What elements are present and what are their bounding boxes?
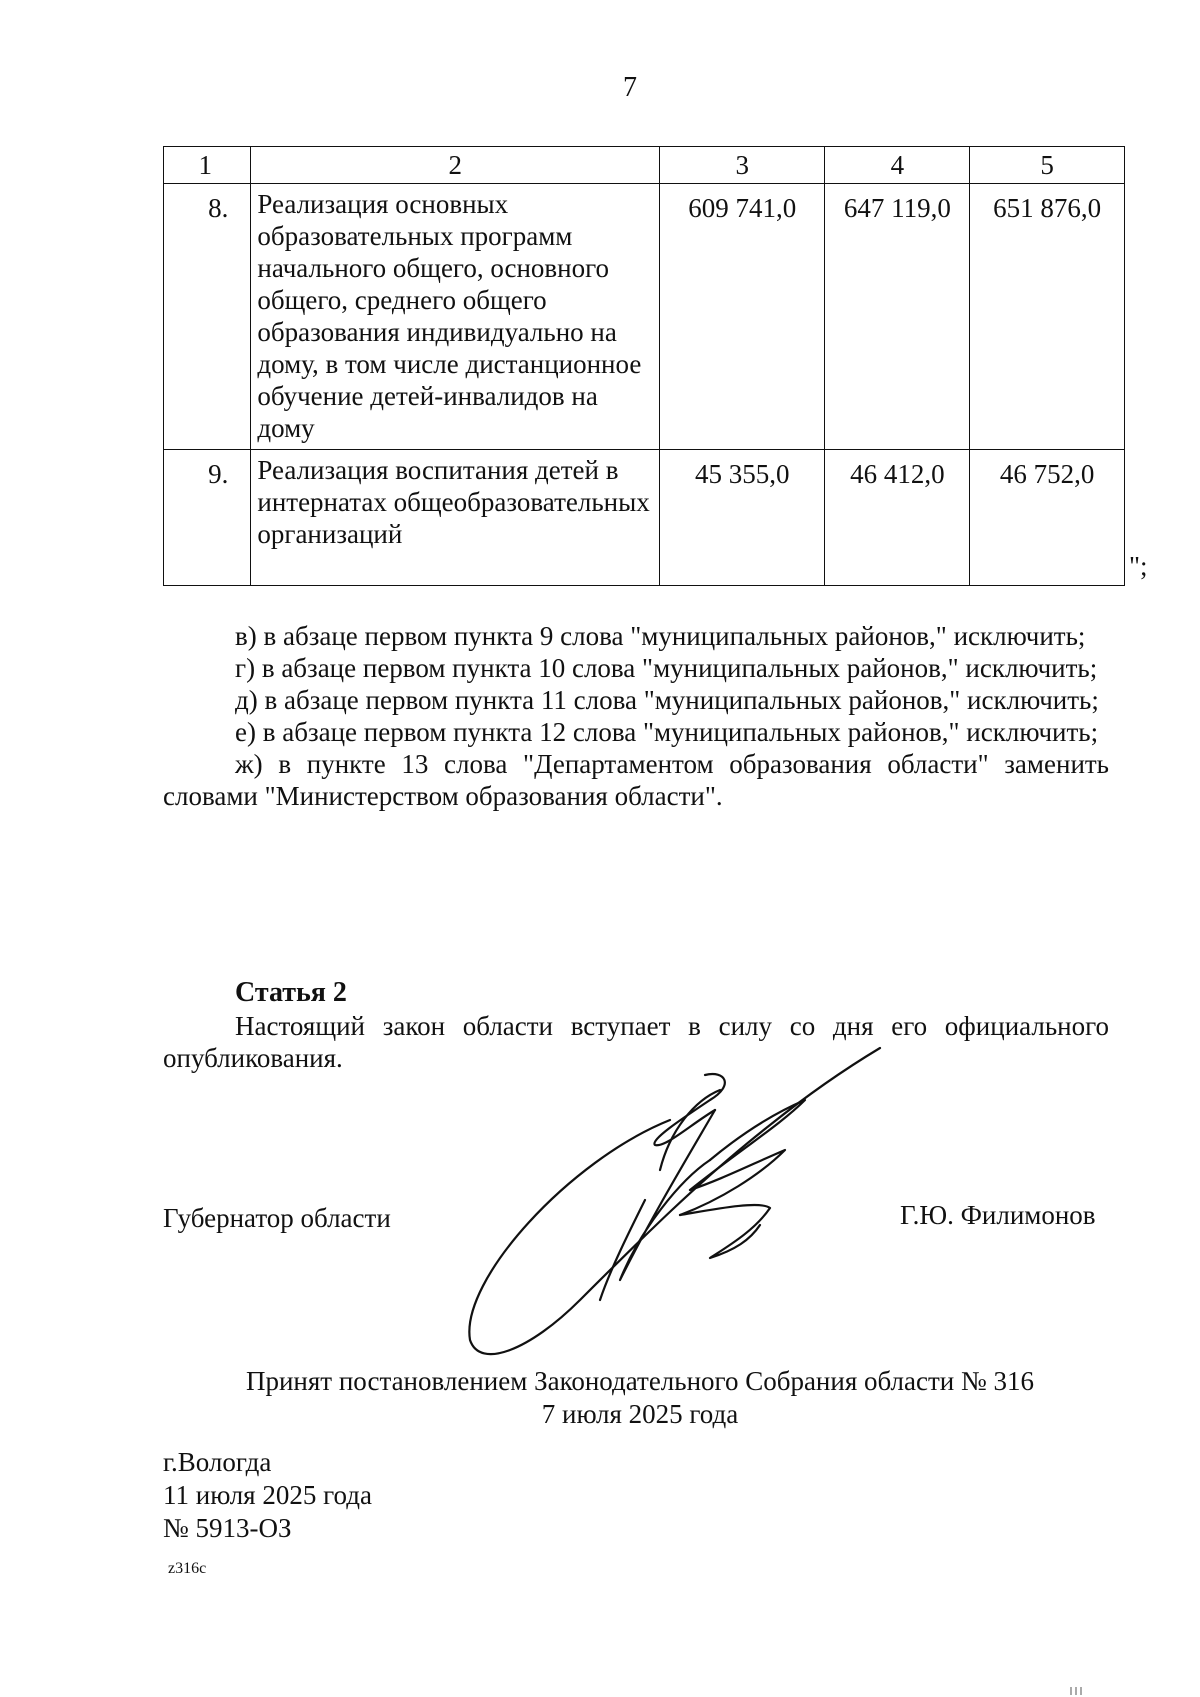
table-header-row (164, 147, 1125, 184)
header-cell-5: 5 (970, 147, 1125, 184)
value-col4: 46 412,0 (850, 459, 945, 489)
row-value-cell (660, 184, 825, 450)
row-value-cell (660, 450, 825, 586)
law-number: № 5913-ОЗ (163, 1513, 292, 1543)
amendment-item: ж) в пункте 13 слова "Департаментом образования области" заменить словами "Министерством образования области". (163, 749, 1109, 811)
value-col3: 45 355,0 (695, 459, 790, 489)
value-col5: 46 752,0 (999, 459, 1095, 489)
place-date: 11 июля 2025 года (163, 1480, 372, 1510)
table-row (164, 450, 1125, 586)
table-row (164, 184, 1125, 450)
header-cell-4: 4 (825, 147, 970, 184)
governor-position: Губернатор области (163, 1203, 391, 1233)
row-number: 9. (208, 459, 229, 489)
row-number: 8. (208, 193, 229, 223)
amendments-list (163, 620, 1109, 812)
row-value-cell (825, 184, 970, 450)
amendment-item: д) в абзаце первом пункта 11 слова "муниципальных районов," исключить; (235, 685, 1099, 715)
row-value-cell (825, 450, 970, 586)
row-name-cell: Реализация основных образовательных программ начального общего, основного общего, среднего общего образования индивидуально на дому, в том числе дистанционное обучение детей-инвалидов на дому (251, 184, 660, 450)
adoption-line: Принят постановлением Законодательного Собрания области № 316 (245, 1366, 1035, 1396)
row-value-cell (970, 450, 1125, 586)
governor-name: Г.Ю. Филимонов (900, 1200, 1096, 1230)
adoption-date: 7 июля 2025 года (541, 1399, 739, 1429)
row-number-cell (164, 450, 251, 586)
place-block (163, 1446, 372, 1545)
signature-image (440, 1030, 900, 1360)
amendment-item: г) в абзаце первом пункта 10 слова "муниципальных районов," исключить; (235, 653, 1098, 683)
header-cell-2: 2 (251, 147, 660, 184)
row-number-cell (164, 184, 251, 450)
closing-quote: "; (1129, 551, 1148, 581)
budget-table (163, 146, 1125, 586)
row-value-cell (970, 184, 1125, 450)
amendment-item: в) в абзаце первом пункта 9 слова "муниципальных районов," исключить; (235, 621, 1086, 651)
header-cell-3: 3 (660, 147, 825, 184)
document-code: z316c (168, 1560, 207, 1577)
article-text: Настоящий закон области вступает в силу со дня его официального опубликования. (163, 1011, 1109, 1073)
header-cell-1: 1 (164, 147, 251, 184)
value-col3: 609 741,0 (688, 193, 797, 223)
page-number: 7 (623, 72, 637, 103)
article-title: Статья 2 (235, 977, 347, 1008)
value-col5: 651 876,0 (993, 193, 1102, 223)
adoption-note (0, 1365, 1200, 1431)
row-name-cell: Реализация воспитания детей в интернатах общеобразовательных организаций (251, 450, 660, 586)
value-col4: 647 119,0 (843, 193, 951, 223)
place-city: г.Вологда (163, 1447, 272, 1477)
amendment-item: е) в абзаце первом пункта 12 слова "муниципальных районов," исключить; (235, 717, 1099, 747)
scan-mark-icon (1068, 1685, 1092, 1695)
